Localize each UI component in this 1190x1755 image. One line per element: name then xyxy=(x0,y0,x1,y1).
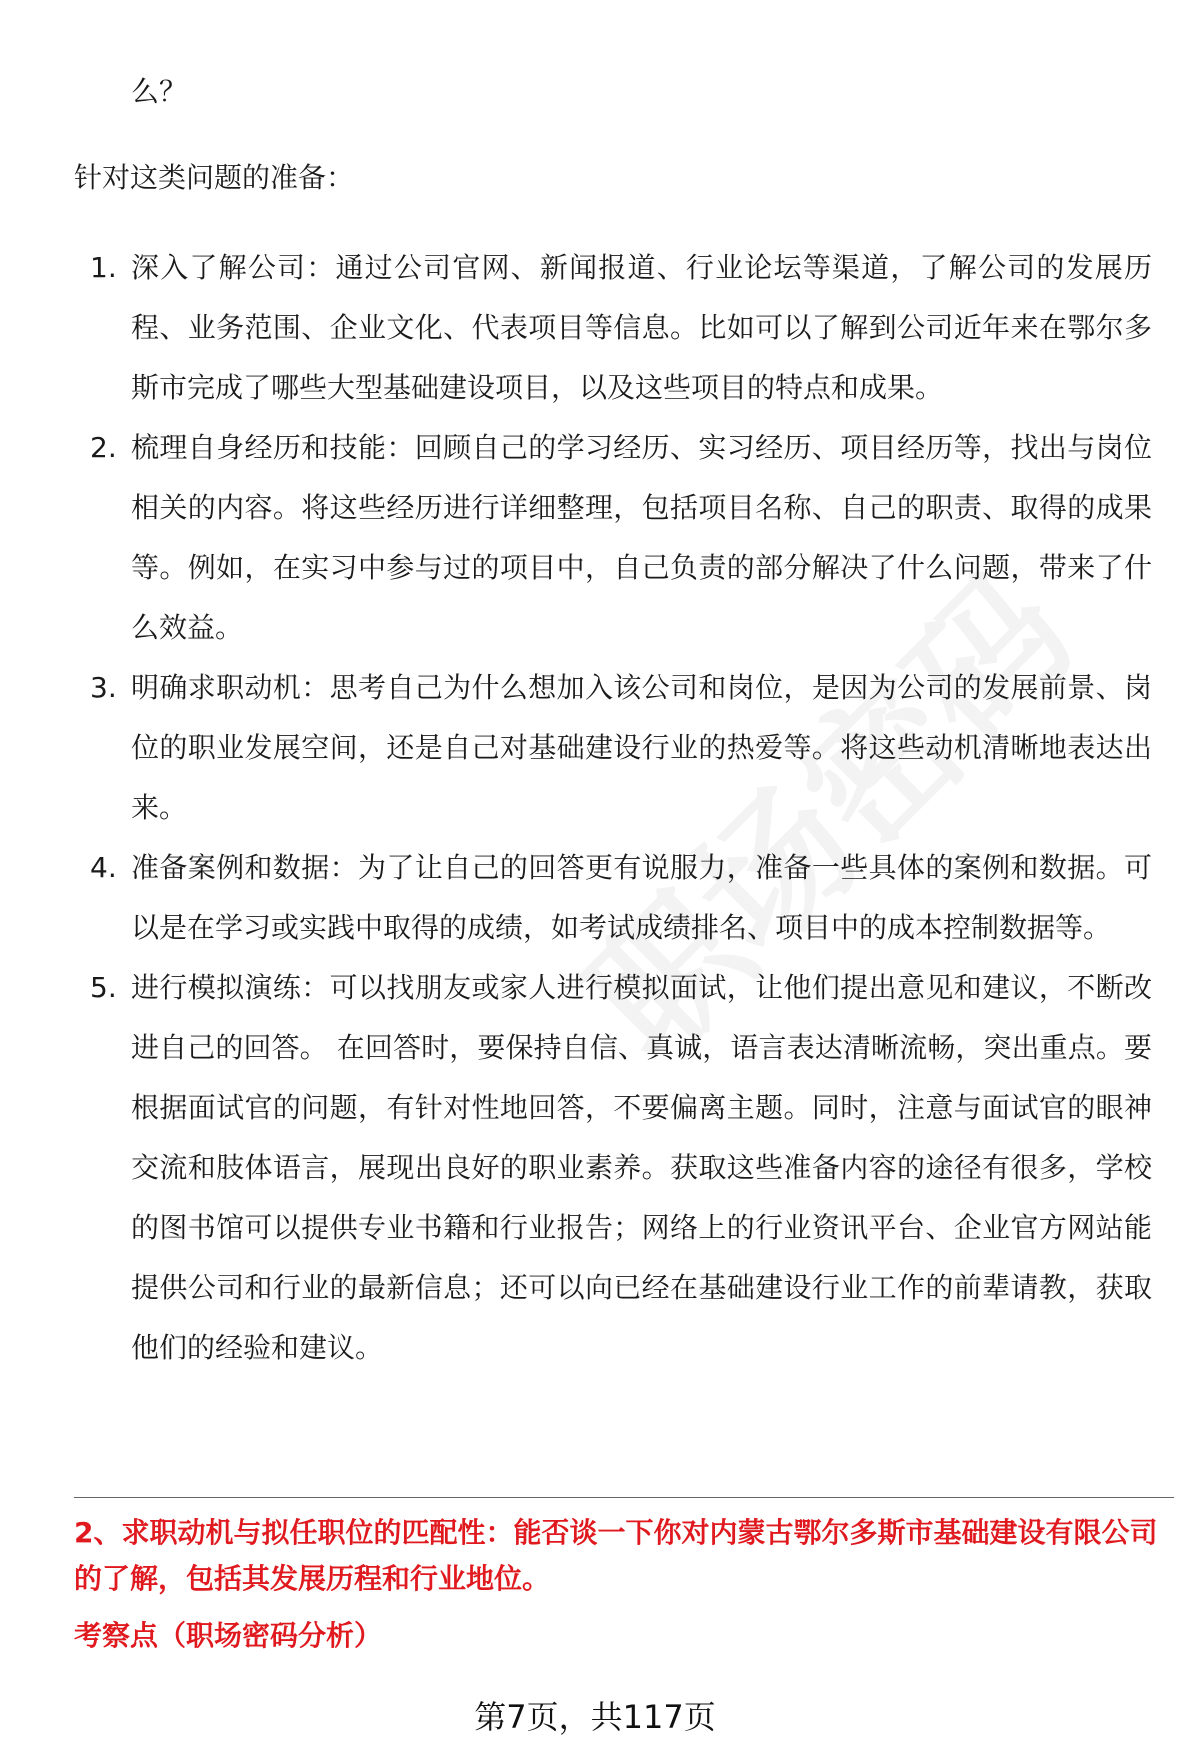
list-number: 1. xyxy=(90,251,117,284)
continuation-text: 么？ xyxy=(131,75,188,108)
analysis-subheading: 考察点（职场密码分析） xyxy=(74,1619,383,1652)
list-item xyxy=(0,838,1190,958)
list-item-text: 明确求职动机：思考自己为什么想加入该公司和岗位，是因为公司的发展前景、岗位的职业发展空间，还是自己对基础建设行业的热爱等。将这些动机清晰地表达出来。 xyxy=(131,671,1152,824)
intro-text: 针对这类问题的准备： xyxy=(74,161,355,194)
section-divider xyxy=(74,1497,1174,1498)
list-item-text: 准备案例和数据：为了让自己的回答更有说服力，准备一些具体的案例和数据。可以是在学习或实践中取得的成绩，如考试成绩排名、项目中的成本控制数据等。 xyxy=(131,851,1152,944)
list-item xyxy=(0,238,1190,418)
preparation-list xyxy=(0,238,1190,1378)
list-number: 3. xyxy=(90,671,117,704)
list-item xyxy=(0,658,1190,838)
list-item-text: 梳理自身经历和技能：回顾自己的学习经历、实习经历、项目经历等，找出与岗位相关的内容。将这些经历进行详细整理，包括项目名称、自己的职责、取得的成果等。例如，在实习中参与过的项目中，自己负责的部分解决了什么问题，带来了什么效益。 xyxy=(131,431,1152,644)
list-item-text: 进行模拟演练：可以找朋友或家人进行模拟面试，让他们提出意见和建议，不断改进自己的回答。 在回答时，要保持自信、真诚，语言表达清晰流畅，突出重点。要根据面试官的问题，有针对性地回答，不要偏离主题。同时，注意与面试官的眼神交流和肢体语言，展现出良好的职业素养。获取这些准备内容的途径有很多，学校的图书馆可以提供专业书籍和行业报告；网络上的行业资讯平台、企业官方网站能提供公司和行业的最新信息；还可以向已经在基础建设行业工作的前辈请教，获取他们的经验和建议。 xyxy=(131,971,1152,1364)
question-heading: 2、求职动机与拟任职位的匹配性：能否谈一下你对内蒙古鄂尔多斯市基础建设有限公司的了解，包括其发展历程和行业地位。 xyxy=(74,1516,1158,1595)
list-item xyxy=(0,418,1190,658)
list-item-text: 深入了解公司：通过公司官网、新闻报道、行业论坛等渠道，了解公司的发展历程、业务范围、企业文化、代表项目等信息。比如可以了解到公司近年来在鄂尔多斯市完成了哪些大型基础建设项目，以及这些项目的特点和成果。 xyxy=(131,251,1152,404)
list-number: 4. xyxy=(90,851,117,884)
list-number: 5. xyxy=(90,971,117,1004)
list-number: 2. xyxy=(90,431,117,464)
list-item xyxy=(0,958,1190,1378)
page-number: 第7页，共117页 xyxy=(474,1698,716,1736)
